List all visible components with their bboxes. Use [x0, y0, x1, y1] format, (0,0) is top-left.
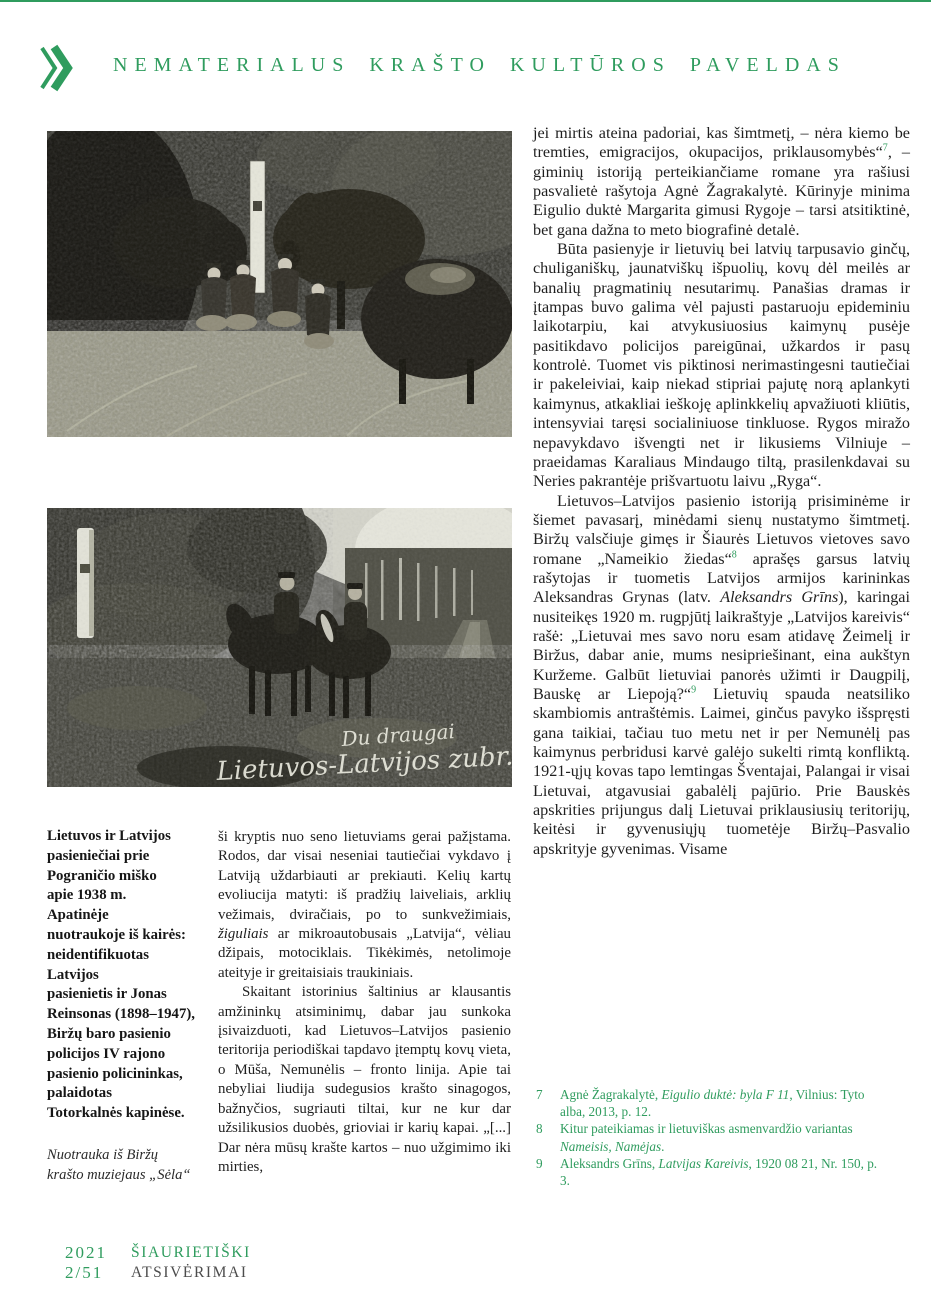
caption-line: Reinsonas (1898–1947),	[47, 1006, 195, 1023]
double-chevron-right-icon	[38, 44, 74, 92]
caption-line: Apatinėje	[47, 907, 109, 924]
footer-magazine-title-line1: ŠIAURIETIŠKI	[131, 1244, 251, 1261]
footnote-item	[536, 1120, 884, 1154]
caption-line: palaidotas	[47, 1085, 112, 1102]
footnote-number: 8	[536, 1121, 543, 1137]
caption-line: Nuotrauka iš Biržų	[47, 1146, 159, 1163]
caption-line: policijos IV rajono	[47, 1045, 166, 1062]
caption-line: Biržų baro pasienio	[47, 1025, 171, 1042]
article-column-middle	[218, 828, 511, 1177]
top-rule	[0, 0, 931, 2]
photo-inscription-line2: Lietuvos-Latvijos zubr.	[215, 741, 512, 787]
article-paragraph: Lietuvos–Latvijos pasienio istoriją prisiminėme ir šiemet pavasarį, minėdami sienų nustatymo šimtmetį. Biržų valsčiuje gimęs ir Šiaurės Lietuvos vietoves savo romane „Nameikio žiedas“$^8$ aprašęs garsus latvių rašytojas ir tuometis Latvijos armijos karininkas Aleksandras Grynas (latv. Aleksandrs Grīns), karingai nusiteikęs 1920 m. rugpjūtį laikraštyje „Latvijos kareivis“ rašė: „Lietuvai mes savo noru esam atidavę Žeimelį ir Biržus, dabar anie, mums nesipriešinant, eina aukštyn Kuržeme. Galbūt lietuviai panorės užimti ir Daugpilį, Bauskę ar Liepoją?“$^9$ Lietuvių spauda neatsiliko skambiomis antraštėmis. Laimei, ginčus pavyko išspręsti gana taikiai, tačiau tuo metu net ir per Nemunėlį pas kaimynus perbridusi karvė galėjo sukelti rimtą konfliktą. 1921-ųjų kovas tapo lemtingas Šventajai, Palangai ir visai Lietuvai, atgavusiai gabalėlį pajūrio. Prie Bauskės apskrities prijungus dalį Lietuvai priklausiusių teritorijų, keitėsi ir gyvenusiųjų tuometėje Biržų–Pasvalio apskrityje gyvenimas. Visame	[533, 491, 910, 858]
footnote-item	[536, 1155, 884, 1189]
footer-year: 2021	[65, 1243, 107, 1262]
caption-line: Latvijos	[47, 966, 99, 983]
photo-bottom-art	[47, 508, 512, 787]
footer-issue-number: 2/51	[65, 1263, 104, 1282]
caption-line: apie 1938 m.	[47, 887, 127, 904]
caption-line: nuotraukoje iš kairės:	[47, 926, 186, 943]
caption-line: neidentifikuotas	[47, 946, 149, 963]
footnote-text: Kitur pateikiamas ir lietuviškas asmenvardžio variantas Nameisis, Namėjas.	[560, 1121, 853, 1154]
footnote-number: 9	[536, 1155, 543, 1171]
photo-top-border-guards	[47, 131, 512, 437]
footnote-text: Agnė Žagrakalytė, Eigulio duktė: byla F 11, Vilnius: Tyto alba, 2013, p. 12.	[560, 1087, 865, 1120]
article-paragraph: jei mirtis ateina padoriai, kas šimtmetį, – nėra kiemo be tremties, emigracijos, okupacijos, priklausomybės“$^7$, – giminių istoriją perteikiančiame romane yra rašiusi pasvalietė rašytoja Agnė Žagrakalytė. Kūrinyje minima Eigulio duktė Margarita gimusi Rygoje – tarsi atsitiktinė, bet gana dažna to meto biografinė detalė.	[533, 124, 911, 239]
article-paragraph: Būta pasienyje ir lietuvių bei latvių tarpusavio ginčų, chuliganiškų, jaunatviškų išpuolių, kovų dėl meilės ar banalių pragmatinių nesutarimų. Panašias dramas ir įtampas buvo galima vėl pajusti pastaruoju epideminiu laikotarpiu, kai atvykusiuosius kaimynų pusėje pasitikdavo policijos pareigūnai, užkardos ir pasų kontrolė. Tuomet vis piktinosi nerimastingesni tautiečiai ir pakeleiviai, kaip niekad stipriai pajutę norą aplankyti kaimynus, atkakliai ieškoję aplinkkelių apvažiuoti kliūtis, intensyviai taręsi socialiniuose tinkluose. Rygos miražo nepavykdavo išvengti net ir likusiems Vilniuje – praeidamas Karaliaus Mindaugo tiltą, prasilenkdavai su Neries pakrantėje prišvartuotu laivu „Ryga“.	[533, 240, 910, 491]
footnotes	[536, 1086, 884, 1189]
photo-top-art	[47, 131, 512, 437]
caption-line: pasienio policininkas,	[47, 1065, 183, 1082]
caption-line: pasieniečiai prie	[47, 847, 150, 864]
footnote-item	[536, 1086, 884, 1120]
caption-line: pasienietis ir Jonas	[47, 986, 167, 1003]
caption-line: Pograničio miško	[47, 867, 157, 884]
page-footer	[65, 1243, 251, 1283]
caption-text	[47, 827, 222, 1124]
caption-line: krašto muziejaus „Sėla“	[47, 1166, 191, 1183]
section-title: NEMATERIALUS KRAŠTO KULTŪROS PAVELDAS	[113, 54, 846, 76]
footnote-text: Aleksandrs Grīns, Latvijas Kareivis, 1920 08 21, Nr. 150, p. 3.	[560, 1155, 878, 1189]
article-paragraph: ši kryptis nuo seno lietuviams gerai pažįstama. Rodos, dar visai neseniai tautiečiai vykdavo į Latviją uždarbiauti ar prekiauti. Kelių kartų evoliucija matyti: iš pradžių laiveliais, arklių vežimais, dviračiais, po to sunkvežimiais, žiguliais ar mikroautobusais „Latvija“, vėliau džipais, motociklais. Tikėkimės, netolimoje ateityje ir greitaisiais traukiniais.	[218, 829, 511, 981]
caption-line: Lietuvos ir Latvijos	[47, 828, 171, 844]
article-column-right	[533, 124, 910, 859]
photo-bottom-riders	[47, 508, 512, 787]
article-paragraph: Skaitant istorinius šaltinius ar klausantis amžininkų atsiminimų, dabar jau sunkoka įsivaizduoti, kad Lietuvos–Latvijos pasienio teritorija periodiškai tapdavo įtemptų kovų vieta, o Mūša, Nemunėlis – fronto linija. Apie tai nebyliai liudija sudegusios krašto sinagogos, bažnyčios, sugriauti tiltai, kur ne kur dar užsilikusios duobės, grioviai ir karių kapai. „[...] Dar nėra mūsų krašte kartos – nuo užgimimo iki mirties,	[218, 984, 511, 1175]
footer-magazine-title-line2: ATSIVĖRIMAI	[131, 1264, 248, 1281]
footnote-number: 7	[536, 1087, 543, 1102]
caption-credit	[47, 1145, 222, 1185]
photo-caption	[47, 827, 222, 1185]
caption-line: Totorkalnės kapinėse.	[47, 1105, 185, 1122]
photo-inscription-line1: Du draugai	[340, 719, 456, 751]
